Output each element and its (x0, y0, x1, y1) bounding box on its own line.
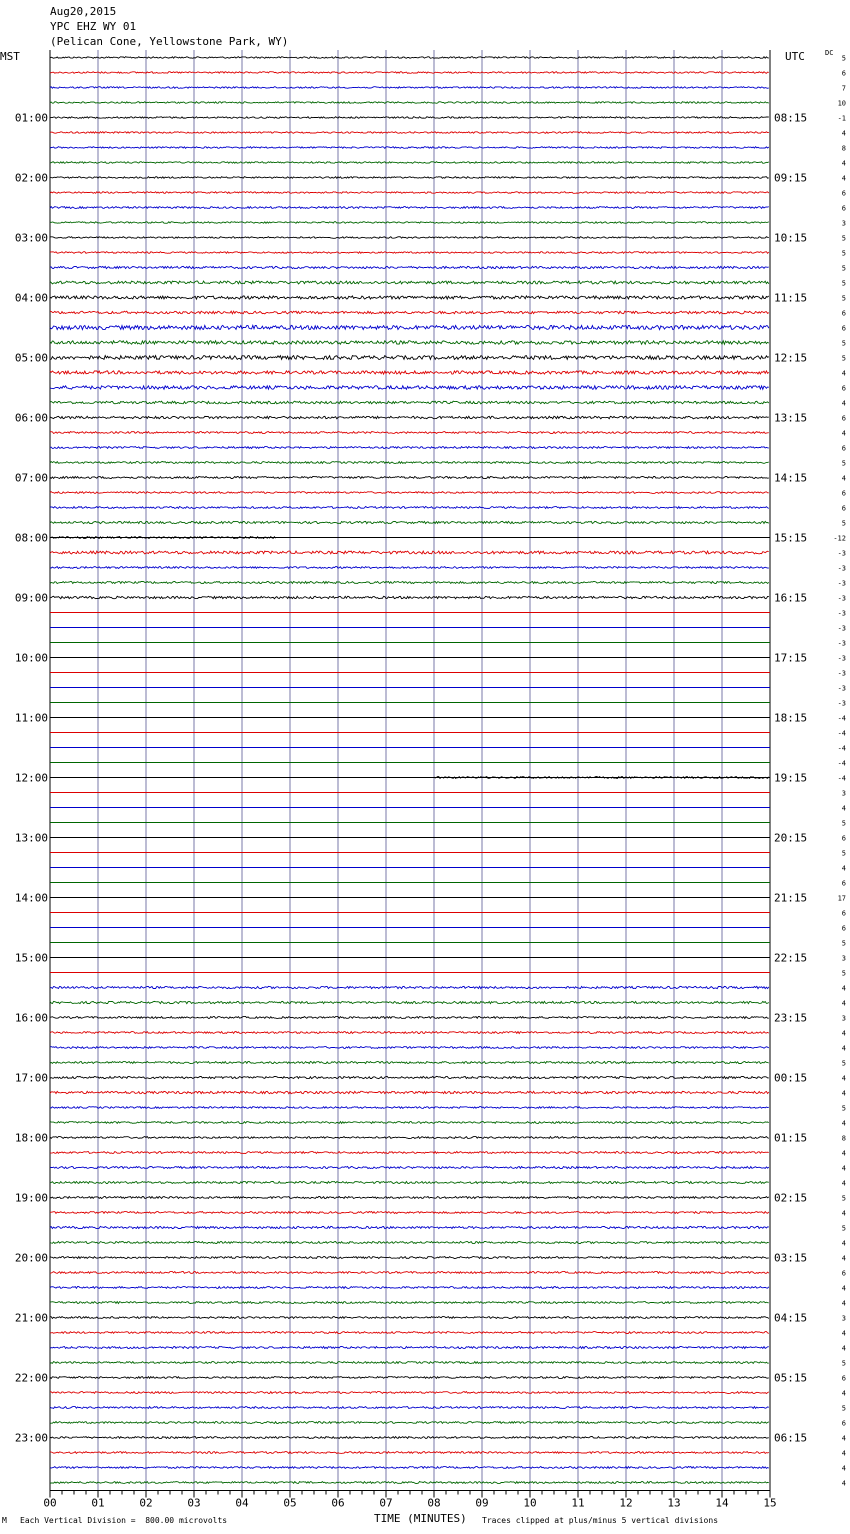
dc-offset-value: 3 (841, 954, 846, 963)
dc-offset-value: 5 (841, 519, 846, 528)
footer-clip-note: Traces clipped at plus/minus 5 vertical divisions (482, 1516, 719, 1525)
seismic-trace (50, 1152, 769, 1154)
dc-offset-value: 5 (841, 1059, 846, 1068)
seismic-trace (50, 1392, 769, 1394)
seismic-trace (50, 102, 769, 104)
x-tick-label: 14 (715, 1496, 729, 1510)
utc-hour-label: 03:15 (774, 1251, 808, 1265)
seismic-trace (50, 1182, 769, 1184)
mst-hour-label: 19:00 (14, 1191, 48, 1205)
dc-offset-value: 5 (841, 849, 846, 858)
mst-hour-label: 01:00 (14, 111, 48, 125)
x-tick-label: 03 (187, 1496, 201, 1510)
mst-hour-label: 16:00 (14, 1011, 48, 1025)
utc-hour-label: 21:15 (774, 891, 808, 905)
dc-offset-value: 6 (841, 1419, 846, 1428)
dc-offset-value: 5 (841, 969, 846, 978)
mst-hour-label: 18:00 (14, 1131, 48, 1145)
dc-offset-value: 5 (841, 459, 846, 468)
dc-offset-value: 4 (841, 1284, 846, 1293)
utc-hour-label: 10:15 (774, 231, 808, 245)
seismic-trace (50, 162, 769, 164)
x-tick-label: 04 (235, 1496, 249, 1510)
utc-hour-label: 14:15 (774, 471, 808, 485)
dc-offset-value: 4 (841, 1389, 846, 1398)
dc-offset-value: -3 (837, 699, 846, 708)
dc-offset-value: -1 (837, 114, 846, 123)
dc-offset-value: 6 (841, 504, 846, 513)
seismic-trace (50, 1467, 769, 1469)
x-tick-label: 13 (667, 1496, 681, 1510)
utc-hour-label: 15:15 (774, 531, 808, 545)
x-tick-label: 06 (331, 1496, 345, 1510)
dc-offset-value: 4 (841, 369, 846, 378)
dc-offset-value: 4 (841, 1089, 846, 1098)
seismic-trace (50, 311, 769, 314)
mst-hour-label: 07:00 (14, 471, 48, 485)
dc-offset-value: 3 (841, 219, 846, 228)
dc-offset-value: -3 (837, 579, 846, 588)
seismic-trace (50, 1197, 769, 1199)
seismic-trace (50, 1257, 769, 1259)
seismic-trace (50, 1137, 769, 1139)
x-tick-label: 01 (91, 1496, 105, 1510)
dc-offset-value: -3 (837, 594, 846, 603)
seismic-trace (50, 986, 769, 988)
seismic-trace (50, 117, 769, 119)
mst-hour-label: 10:00 (14, 651, 48, 665)
utc-hour-label: 02:15 (774, 1191, 808, 1205)
dc-offset-value: 6 (841, 189, 846, 198)
dc-offset-value: -4 (837, 714, 846, 723)
seismic-trace (50, 266, 769, 268)
dc-offset-value: 3 (841, 789, 846, 798)
seismic-trace (50, 1122, 769, 1124)
dc-offset-value: 17 (837, 894, 846, 903)
dc-offset-value: 4 (841, 1434, 846, 1443)
dc-offset-value: 6 (841, 384, 846, 393)
mst-hour-label: 17:00 (14, 1071, 48, 1085)
mst-hour-label: 06:00 (14, 411, 48, 425)
seismic-trace (50, 341, 769, 345)
dc-offset-value: 5 (841, 939, 846, 948)
seismic-trace (50, 296, 769, 299)
utc-hour-label: 01:15 (774, 1131, 808, 1145)
seismic-trace (50, 192, 769, 194)
seismic-trace (50, 1062, 769, 1064)
dc-offset-value: 4 (841, 1179, 846, 1188)
seismic-trace (50, 1317, 769, 1319)
dc-offset-value: -3 (837, 684, 846, 693)
dc-offset-value: 4 (841, 474, 846, 483)
dc-offset-value: 5 (841, 264, 846, 273)
utc-hour-label: 20:15 (774, 831, 808, 845)
x-tick-label: 15 (763, 1496, 777, 1510)
dc-offset-value: 6 (841, 909, 846, 918)
seismic-trace (50, 1362, 769, 1364)
dc-offset-value: 5 (841, 279, 846, 288)
mst-hour-label: 12:00 (14, 771, 48, 785)
seismic-trace (50, 447, 769, 449)
seismic-trace (50, 1226, 769, 1228)
dc-offset-value: 6 (841, 1269, 846, 1278)
utc-hour-label: 13:15 (774, 411, 808, 425)
seismic-trace (50, 177, 769, 179)
seismic-trace (50, 462, 769, 464)
dc-offset-value: -3 (837, 549, 846, 558)
dc-offset-value: 8 (841, 144, 846, 153)
dc-offset-value: 4 (841, 1464, 846, 1473)
dc-offset-value: 6 (841, 879, 846, 888)
dc-offset-value: 5 (841, 339, 846, 348)
dc-offset-value: 4 (841, 1209, 846, 1218)
dc-offset-value: 5 (841, 1224, 846, 1233)
dc-offset-value: 4 (841, 429, 846, 438)
x-tick-label: 09 (475, 1496, 489, 1510)
right-timezone-label: UTC (785, 50, 805, 63)
dc-offset-value: 4 (841, 1254, 846, 1263)
seismic-trace (50, 432, 769, 434)
x-tick-label: 12 (619, 1496, 633, 1510)
seismic-trace (50, 492, 769, 494)
dc-offset-value: 4 (841, 1074, 846, 1083)
mst-hour-label: 05:00 (14, 351, 48, 365)
seismic-trace (50, 207, 769, 209)
dc-offset-value: 4 (841, 984, 846, 993)
seismic-trace (50, 477, 769, 479)
seismic-trace (50, 1452, 769, 1454)
utc-hour-label: 09:15 (774, 171, 808, 185)
seismic-trace (50, 1017, 769, 1019)
x-tick-label: 05 (283, 1496, 297, 1510)
dc-offset-value: 5 (841, 1194, 846, 1203)
dc-offset-value: 4 (841, 1299, 846, 1308)
seismic-trace (50, 222, 769, 224)
mst-hour-label: 13:00 (14, 831, 48, 845)
x-axis-label: TIME (MINUTES) (374, 1512, 467, 1525)
utc-hour-label: 04:15 (774, 1311, 808, 1325)
dc-offset-value: 6 (841, 444, 846, 453)
dc-offset-value: 4 (841, 864, 846, 873)
utc-hour-label: 19:15 (774, 771, 808, 785)
mst-hour-label: 04:00 (14, 291, 48, 305)
dc-offset-value: 6 (841, 204, 846, 213)
dc-offset-value: 6 (841, 69, 846, 78)
seismic-trace (50, 1242, 769, 1244)
dc-offset-value: 10 (837, 99, 846, 108)
seismic-trace (50, 1167, 769, 1169)
dc-offset-value: 4 (841, 1149, 846, 1158)
dc-offset-value: -4 (837, 744, 846, 753)
dc-offset-value: -4 (837, 759, 846, 768)
dc-offset-value: 5 (841, 249, 846, 258)
seismic-trace (50, 1437, 769, 1439)
seismic-trace (50, 1377, 769, 1379)
seismic-trace (50, 1407, 769, 1409)
utc-hour-label: 08:15 (774, 111, 808, 125)
x-tick-label: 11 (571, 1496, 585, 1510)
dc-offset-value: 6 (841, 924, 846, 933)
dc-offset-value: 4 (841, 129, 846, 138)
mst-hour-label: 02:00 (14, 171, 48, 185)
seismic-trace (50, 1047, 769, 1049)
dc-offset-value: -12 (833, 534, 846, 543)
seismic-trace (50, 1422, 769, 1424)
dc-offset-value: -4 (837, 729, 846, 738)
seismic-trace (50, 582, 769, 584)
seismic-trace (50, 1482, 769, 1484)
seismic-trace (50, 147, 769, 149)
seismic-trace (50, 1287, 769, 1289)
dc-offset-value: 5 (841, 819, 846, 828)
dc-offset-value: 6 (841, 834, 846, 843)
seismic-trace (50, 567, 769, 569)
dc-offset-value: 4 (841, 399, 846, 408)
seismic-trace (50, 1032, 769, 1034)
dc-offset-value: 4 (841, 1479, 846, 1488)
dc-offset-value: -3 (837, 564, 846, 573)
dc-offset-header: DC (825, 49, 834, 57)
utc-hour-label: 12:15 (774, 351, 808, 365)
seismic-trace (50, 237, 769, 239)
x-tick-label: 10 (523, 1496, 537, 1510)
footer-mark: M (2, 1516, 7, 1525)
dc-offset-value: -3 (837, 609, 846, 618)
seismic-trace (434, 777, 769, 779)
dc-offset-value: 4 (841, 1044, 846, 1053)
dc-offset-value: 6 (841, 309, 846, 318)
header-station: YPC EHZ WY 01 (50, 20, 137, 33)
dc-offset-value: 4 (841, 1119, 846, 1128)
dc-offset-value: 5 (841, 1104, 846, 1113)
x-tick-label: 07 (379, 1496, 393, 1510)
dc-offset-value: 6 (841, 414, 846, 423)
dc-offset-value: -3 (837, 624, 846, 633)
seismic-trace (50, 325, 769, 329)
mst-hour-label: 11:00 (14, 711, 48, 725)
dc-offset-value: 4 (841, 1344, 846, 1353)
dc-offset-value: 4 (841, 1164, 846, 1173)
dc-offset-value: 6 (841, 324, 846, 333)
dc-offset-value: 4 (841, 1449, 846, 1458)
mst-hour-label: 09:00 (14, 591, 48, 605)
seismic-trace (50, 132, 769, 134)
header-location: (Pelican Cone, Yellowstone Park, WY) (50, 35, 289, 48)
mst-hour-label: 22:00 (14, 1371, 48, 1385)
dc-offset-value: 8 (841, 1134, 846, 1143)
seismic-trace (50, 1302, 769, 1304)
dc-offset-value: -3 (837, 654, 846, 663)
mst-hour-label: 23:00 (14, 1431, 48, 1445)
seismic-trace (50, 1076, 769, 1078)
dc-offset-value: 3 (841, 1314, 846, 1323)
seismic-trace (50, 281, 769, 284)
x-tick-label: 02 (139, 1496, 153, 1510)
dc-offset-value: 4 (841, 159, 846, 168)
seismic-trace (50, 1347, 769, 1349)
seismic-trace (50, 521, 769, 523)
dc-offset-value: -4 (837, 774, 846, 783)
seismic-trace (50, 551, 769, 554)
dc-offset-value: 5 (841, 354, 846, 363)
dc-offset-value: 5 (841, 234, 846, 243)
footer-scale-note: Each Vertical Division = 800.00 microvolts (20, 1516, 228, 1525)
mst-hour-label: 03:00 (14, 231, 48, 245)
utc-hour-label: 23:15 (774, 1011, 808, 1025)
dc-offset-value: 4 (841, 1329, 846, 1338)
seismic-trace (50, 596, 769, 598)
seismic-trace (50, 1001, 769, 1003)
seismic-trace (50, 356, 769, 360)
left-timezone-label: MST (0, 50, 20, 63)
mst-hour-label: 08:00 (14, 531, 48, 545)
dc-offset-value: 5 (841, 1359, 846, 1368)
utc-hour-label: 06:15 (774, 1431, 808, 1445)
header-date: Aug20,2015 (50, 5, 117, 18)
dc-offset-value: 6 (841, 1374, 846, 1383)
seismic-trace (50, 72, 769, 74)
dc-offset-value: 4 (841, 804, 846, 813)
utc-hour-label: 11:15 (774, 291, 808, 305)
seismic-trace (50, 1332, 769, 1334)
seismic-trace (50, 416, 769, 419)
seismic-trace (50, 1272, 769, 1274)
dc-offset-value: 6 (841, 489, 846, 498)
dc-offset-value: 5 (841, 1404, 846, 1413)
dc-offset-value: 5 (841, 294, 846, 303)
x-tick-label: 08 (427, 1496, 441, 1510)
dc-offset-value: 4 (841, 1239, 846, 1248)
utc-hour-label: 16:15 (774, 591, 808, 605)
seismic-trace (50, 87, 769, 89)
dc-offset-value: -3 (837, 669, 846, 678)
utc-hour-label: 17:15 (774, 651, 808, 665)
mst-hour-label: 15:00 (14, 951, 48, 965)
seismic-trace (50, 401, 769, 404)
utc-hour-label: 18:15 (774, 711, 808, 725)
dc-offset-value: 3 (841, 1014, 846, 1023)
dc-offset-value: 4 (841, 999, 846, 1008)
seismic-trace (50, 386, 769, 390)
utc-hour-label: 22:15 (774, 951, 808, 965)
seismic-trace (50, 1091, 769, 1093)
mst-hour-label: 21:00 (14, 1311, 48, 1325)
dc-offset-value: 4 (841, 174, 846, 183)
dc-offset-value: 4 (841, 1029, 846, 1038)
utc-hour-label: 05:15 (774, 1371, 808, 1385)
mst-hour-label: 14:00 (14, 891, 48, 905)
mst-hour-label: 20:00 (14, 1251, 48, 1265)
dc-offset-value: 5 (841, 54, 846, 63)
seismic-trace (50, 1212, 769, 1214)
seismic-trace (50, 252, 769, 254)
seismic-trace (50, 371, 769, 374)
dc-offset-value: -3 (837, 639, 846, 648)
seismic-trace (50, 507, 769, 509)
utc-hour-label: 00:15 (774, 1071, 808, 1085)
dc-offset-value: 7 (841, 84, 846, 93)
seismic-trace (50, 1107, 769, 1109)
seismic-trace (50, 57, 769, 59)
x-tick-label: 00 (43, 1496, 57, 1510)
